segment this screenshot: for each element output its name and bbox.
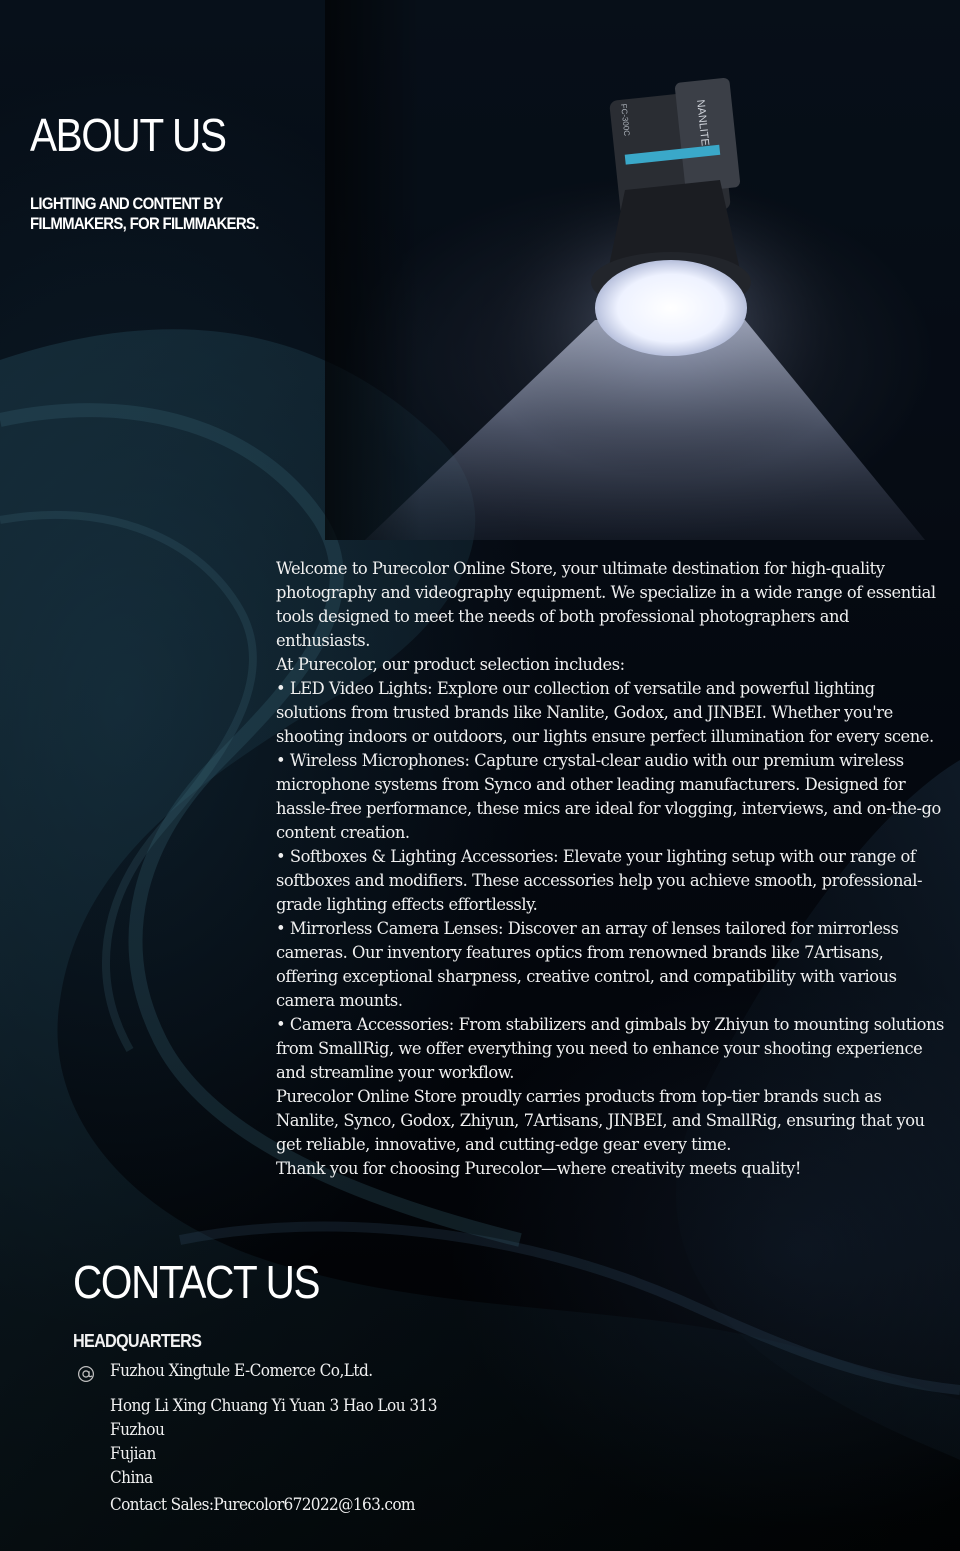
company-name: Fuzhou Xingtule E-Comerce Co,Ltd. <box>110 1361 373 1380</box>
hero-light-image <box>325 0 960 540</box>
list-item-led-lights: • LED Video Lights: Explore our collection of versatile and powerful lighting solutions from trusted brands like Nanlite, Godox, and JINBEI. Whether you're shooting indoors or outdoors, our lights ensure perfect illumination for every scene. <box>276 679 934 746</box>
contact-title: CONTACT US <box>73 1256 320 1308</box>
list-item-camera-accessories: • Camera Accessories: From stabilizers and gimbals by Zhiyun to mounting solutions from SmallRig, we offer everything you need to enhance your shooting experience and streamline your workflow. <box>276 1015 944 1082</box>
headquarters-heading: HEADQUARTERS <box>73 1331 202 1351</box>
list-item-microphones: • Wireless Microphones: Capture crystal-clear audio with our premium wireless microphone systems from Synco and other leading manufacturers. Designed for hassle-free performance, these mics are ideal for vlogging, interviews, and on-the-go content creation. <box>276 751 941 842</box>
brands-paragraph: Purecolor Online Store proudly carries products from top-tier brands such as Nanlite, Synco, Godox, Zhiyun, 7Artisans, JINBEI, and SmallRig, ensuring that you get reliable, innovative, and cutting-edge gear every time. <box>276 1087 925 1154</box>
thank-you-paragraph: Thank you for choosing Purecolor—where creativity meets quality! <box>276 1159 801 1178</box>
at-icon <box>77 1365 95 1383</box>
about-subtitle-line-1: LIGHTING AND CONTENT BY <box>30 194 223 213</box>
list-item-softboxes: • Softboxes & Lighting Accessories: Elevate your lighting setup with our range of softboxes and modifiers. These accessories help you achieve smooth, professional-grade lighting effects effortlessly. <box>276 847 923 914</box>
address-line-street: Hong Li Xing Chuang Yi Yuan 3 Hao Lou 313 <box>110 1396 437 1415</box>
about-body-text <box>276 557 946 1181</box>
address-line-city: Fuzhou <box>110 1420 165 1439</box>
intro-paragraph: Welcome to Purecolor Online Store, your ultimate destination for high-quality photography and videography equipment. We specialize in a wide range of essential tools designed to meet the needs of both professional photographers and enthusiasts. <box>276 559 936 650</box>
about-subtitle-line-2: FILMMAKERS, FOR FILMMAKERS. <box>30 214 259 233</box>
selection-intro: At Purecolor, our product selection includes: <box>276 655 625 674</box>
address-block <box>110 1394 437 1490</box>
about-subtitle <box>30 194 259 234</box>
about-title: ABOUT US <box>30 109 226 161</box>
list-item-lenses: • Mirrorless Camera Lenses: Discover an array of lenses tailored for mirrorless cameras. Our inventory features optics from renowned brands like 7Artisans, offering exceptional sharpness, creative control, and compatibility with various camera mounts. <box>276 919 899 1010</box>
address-line-province: Fujian <box>110 1444 156 1463</box>
address-line-country: China <box>110 1468 153 1487</box>
contact-sales-email[interactable]: Contact Sales:Purecolor672022@163.com <box>110 1495 415 1514</box>
